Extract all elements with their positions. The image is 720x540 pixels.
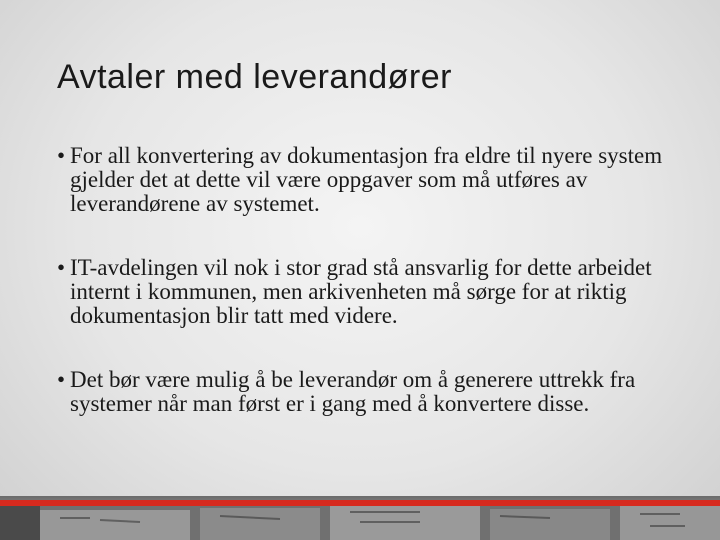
bullet-list: [57, 144, 677, 416]
bullet-text: IT-avdelingen vil nok i stor grad stå ansvarlig for dette arbeidet internt i kommunen, men arkivenheten må sørge for at riktig dokumentasjon blir tatt med videre.: [70, 255, 652, 328]
bullet-marker: •: [57, 143, 66, 168]
footer-archive-photo: [0, 506, 720, 540]
bullet-marker: •: [57, 367, 66, 392]
bullet-marker: •: [57, 255, 66, 280]
bullet-item: [57, 256, 677, 328]
bullet-text: Det bør være mulig å be leverandør om å generere uttrekk fra systemer når man først er i gang med å konvertere disse.: [70, 367, 636, 416]
bullet-item: [57, 144, 677, 216]
bullet-text: For all konvertering av dokumentasjon fra eldre til nyere system gjelder det at dette vil være oppgaver som må utføres av leverandørene av systemet.: [70, 143, 663, 216]
bullet-item: [57, 368, 677, 416]
slide-title: Avtaler med leverandører: [57, 58, 452, 96]
